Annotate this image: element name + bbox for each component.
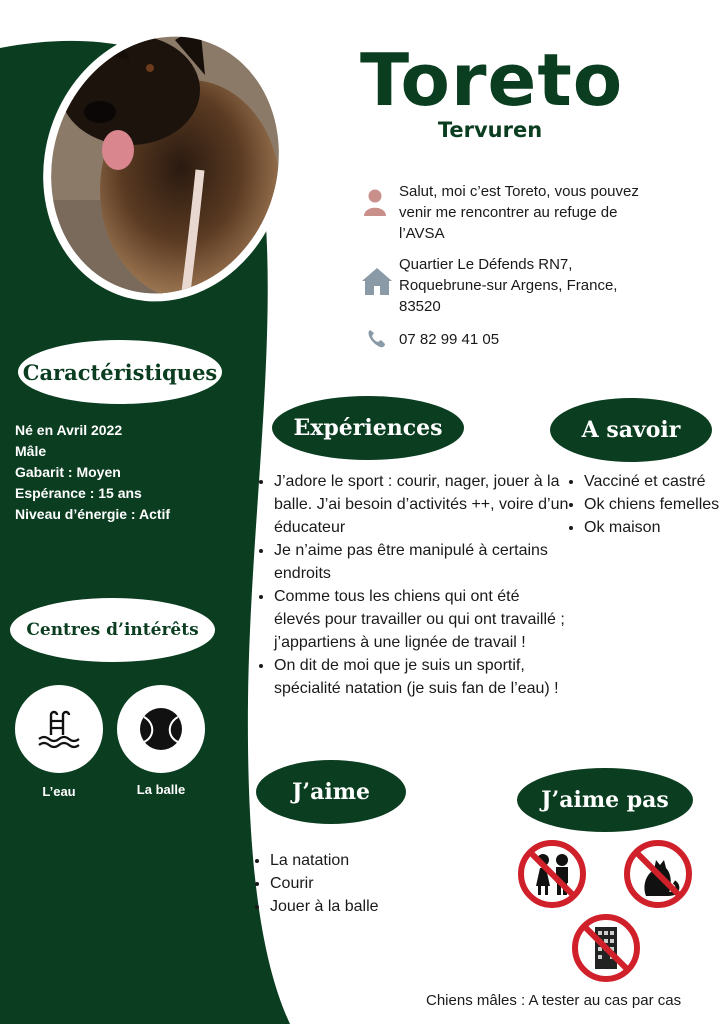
contact-phone[interactable]: 07 82 99 41 05 xyxy=(399,331,500,348)
list-item: • J’adore le sport : courir, nager, jouer à la balle. J’ai besoin d’activités ++, voire d’un éducateur xyxy=(274,470,570,539)
characteristic-item: Niveau d’énergie : Actif xyxy=(15,506,171,522)
house-icon xyxy=(362,268,392,295)
likes-list xyxy=(252,849,470,918)
characteristic-item: Gabarit : Moyen xyxy=(15,464,121,480)
pool-ladder-icon xyxy=(35,705,83,753)
list-item: • Jouer à la balle xyxy=(270,895,470,918)
person-icon xyxy=(364,190,386,217)
no-apartment-icon xyxy=(570,912,642,984)
dislikes-note: Chiens mâles : A tester au cas par cas xyxy=(426,992,682,1009)
list-item: • Vacciné et castré xyxy=(584,470,724,493)
a-savoir-heading: A savoir xyxy=(550,398,712,462)
no-cats-icon xyxy=(622,838,694,910)
list-item: • Je n’aime pas être manipulé à certains endroits xyxy=(274,539,570,585)
list-item: • Courir xyxy=(270,872,470,895)
dislikes-heading: J’aime pas xyxy=(517,768,693,832)
list-item: • La natation xyxy=(270,849,470,872)
dog-breed: Tervuren xyxy=(437,118,543,142)
characteristics-list xyxy=(15,420,170,525)
list-item: • Comme tous les chiens qui ont été élevés pour travailler ou qui ont travaillé ; j’appartiens à une lignée de travail ! xyxy=(274,585,570,654)
a-savoir-list xyxy=(566,470,724,539)
dog-name: Toreto xyxy=(360,38,624,122)
characteristic-item: Espérance : 15 ans xyxy=(15,485,142,501)
list-item: • Ok maison xyxy=(584,516,724,539)
interest-ball-label: La balle xyxy=(136,782,186,797)
likes-heading: J’aime xyxy=(256,760,406,824)
contact-intro: Salut, moi c’est Toreto, vous pouvez venir me rencontrer au refuge de l’AVSA xyxy=(399,183,639,242)
list-item: • On dit de moi que je suis un sportif, spécialité natation (je suis fan de l’eau) ! xyxy=(274,654,570,700)
ball-icon xyxy=(137,705,185,753)
contact-address: Quartier Le Défends RN7, Roquebrune-sur Argens, France, 83520 xyxy=(399,256,618,315)
interests-heading: Centres d’intérêts xyxy=(10,598,215,662)
interest-water xyxy=(15,685,103,773)
experiences-list xyxy=(256,470,570,700)
interest-ball xyxy=(117,685,205,773)
characteristics-heading: Caractéristiques xyxy=(18,340,222,404)
no-children-icon xyxy=(516,838,588,910)
characteristic-item: Mâle xyxy=(15,443,47,459)
phone-icon xyxy=(368,330,385,347)
characteristic-item: Né en Avril 2022 xyxy=(15,422,123,438)
list-item: • Ok chiens femelles xyxy=(584,493,724,516)
interest-water-label: L’eau xyxy=(42,784,76,799)
experiences-heading: Expériences xyxy=(272,396,464,460)
